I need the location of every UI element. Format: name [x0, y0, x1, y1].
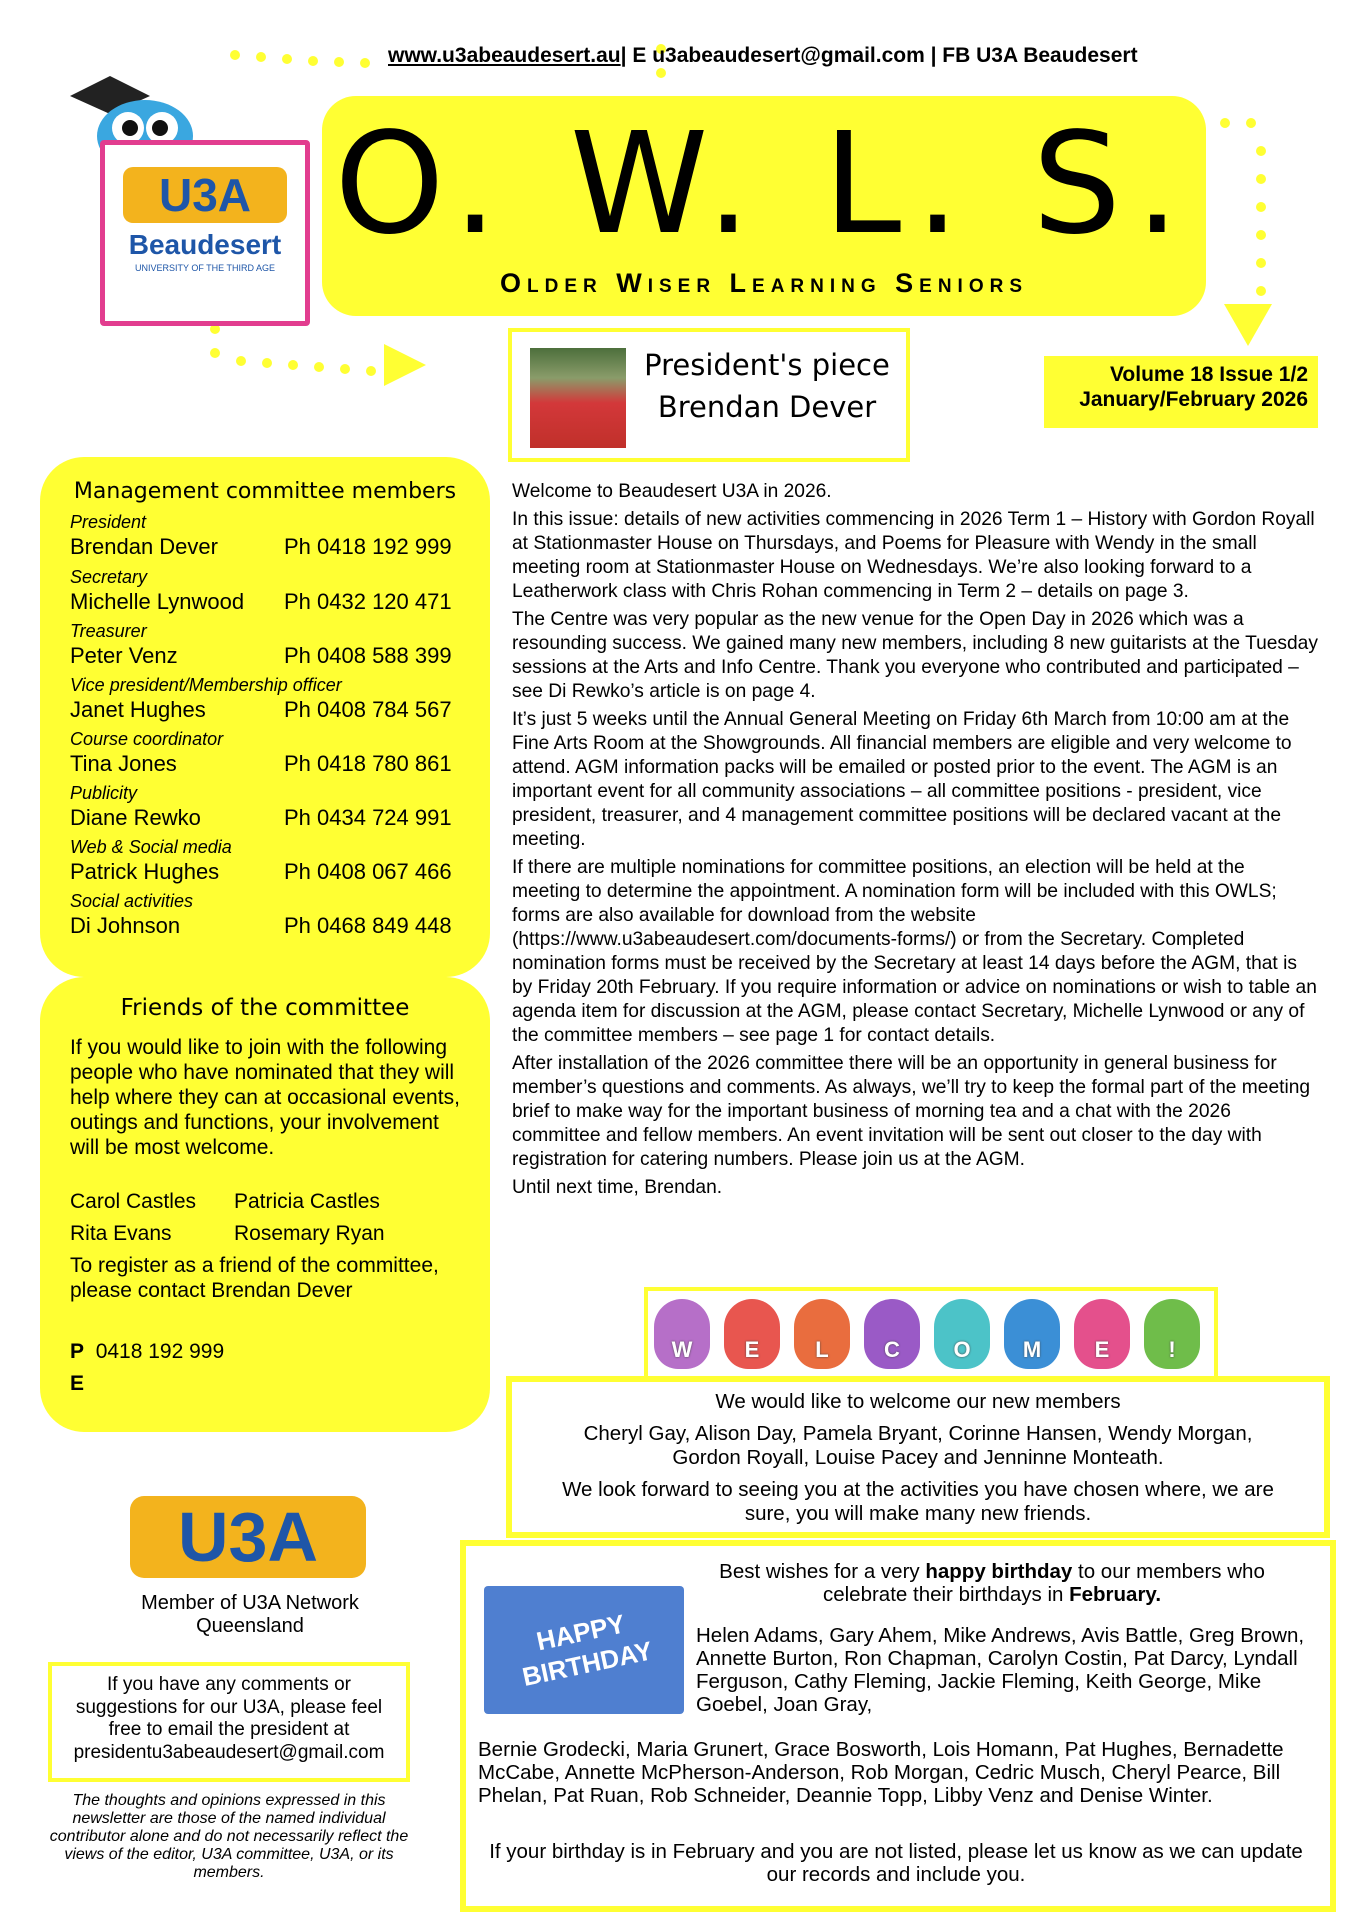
committee-name: Janet Hughes	[70, 697, 206, 722]
welcome-intro: We would like to welcome our new members	[715, 1390, 1121, 1413]
disclaimer: The thoughts and opinions expressed in this newsletter are those of the named individual contributor alone and do not necessarily reflect the views of the editor, U3A committee, U3A, or its members.	[49, 1792, 409, 1881]
birthday-box	[460, 1540, 1336, 1912]
owl-letter-icon: C	[864, 1299, 920, 1369]
committee-role: President	[70, 512, 147, 532]
committee-role: Secretary	[70, 567, 148, 587]
friends-names-row-2	[70, 1221, 470, 1246]
article-paragraph: If there are multiple nominations for committee positions, an election will be held at the meeting to determine the appointment. A nomination form will be included with this OWLS; forms are also available for download from the website (https://www.u3abeaudesert.com/documents-forms/) or from the Secretary. Completed nomination forms must be received by the Secretary at least 14 days before the AGM, that is by Friday 20th February. If you require information or advice on nominations or wish to table an agenda item for discussion at the AGM, please contact Secretary, Michelle Lynwood or any of the committee members – see page 1 for contact details.	[512, 857, 1317, 1046]
committee-name: Michelle Lynwood	[70, 589, 245, 614]
article-paragraph: The Centre was very popular as the new venue for the Open Day in 2026 which was a resounding success. We gained many new members, including 8 new guitarists at the Tuesday sessions at the Arts and Info Centre. Thank you everyone who contributed and participated – see Di Rewko’s article is on page 4.	[512, 609, 1318, 702]
committee-role: Social activities	[70, 891, 194, 911]
committee-member-row	[70, 566, 480, 616]
committee-phone: Ph 0418 780 861	[284, 751, 452, 776]
committee-phone: Ph 0434 724 991	[284, 805, 452, 830]
committee-member-row	[70, 674, 480, 724]
committee-member-row	[70, 890, 480, 940]
welcome-names: Cheryl Gay, Alison Day, Pamela Bryant, Corinne Hansen, Wendy Morgan, Gordon Royall, Louise Pacey and Jenninne Monteath.	[583, 1422, 1253, 1469]
friend-name: Rita Evans	[70, 1222, 172, 1245]
president-photo	[530, 348, 626, 448]
owl-letter-icon: L	[794, 1299, 850, 1369]
committee-member-row	[70, 728, 480, 778]
comments-text: If you have any comments or suggestions for our U3A, please feel free to email the president at presidentu3abeaudesert@gmail.com	[73, 1674, 385, 1763]
website-link[interactable]: www.u3abeaudesert.au	[388, 44, 621, 67]
committee-role: Vice president/Membership officer	[70, 675, 342, 695]
article-paragraph: Welcome to Beaudesert U3A in 2026.	[512, 481, 832, 502]
friends-email-label: E	[70, 1372, 85, 1395]
owl-letter-icon: W	[654, 1299, 710, 1369]
committee-member-row	[70, 782, 480, 832]
owl-letter-icon: E	[1074, 1299, 1130, 1369]
friends-register: To register as a friend of the committee, please contact Brendan Dever	[70, 1254, 439, 1302]
committee-name: Patrick Hughes	[70, 859, 220, 884]
arrow-down-icon	[1218, 300, 1278, 350]
friend-name: Rosemary Ryan	[234, 1222, 385, 1245]
friends-phone: 0418 192 999	[95, 1340, 225, 1363]
article-paragraph: In this issue: details of new activities commencing in 2026 Term 1 – History with Gordon Royall at Stationmaster House on Thursdays, and Poems for Pleasure with Wendy in the small meeting room at Stationmaster House on Wednesdays. We’re also looking forward to a Leatherwork class with Chris Rohan commencing in Term 2 – details on page 3.	[512, 509, 1315, 602]
president-piece-label: President's piece	[644, 348, 890, 382]
committee-role: Publicity	[70, 783, 138, 803]
committee-phone: Ph 0408 588 399	[284, 643, 452, 668]
committee-member-row	[70, 836, 480, 886]
u3a-beaudesert-logo	[100, 140, 310, 326]
committee-role: Treasurer	[70, 621, 147, 641]
birthday-names-a: Helen Adams, Gary Ahem, Mike Andrews, Avis Battle, Greg Brown, Annette Burton, Ron Chapman, Carolyn Costin, Pat Darcy, Lyndall Ferguson, Cathy Fleming, Jackie Fleming, Keith George, Mike Goebel, Joan Gray,	[696, 1624, 1305, 1716]
logo-beaudesert-text: Beaudesert	[128, 229, 282, 260]
owl-letter-icon: !	[1144, 1299, 1200, 1369]
committee-name: Tina Jones	[70, 751, 177, 776]
committee-role: Web & Social media	[70, 837, 232, 857]
management-heading: Management committee members	[73, 479, 457, 504]
owl-letter-icon: E	[724, 1299, 780, 1369]
newsletter-title: O. W. L. S.	[334, 103, 1194, 266]
committee-phone: Ph 0418 192 999	[284, 534, 452, 559]
friend-name: Carol Castles	[70, 1190, 197, 1213]
newsletter-subtitle: Older Wiser Learning Seniors	[499, 268, 1029, 298]
network-text: Member of U3A Network Queensland	[141, 1592, 359, 1637]
article-paragraph: After installation of the 2026 committee there will be an opportunity in general business for member’s questions and comments. As always, we’ll try to keep the formal part of the meeting brief to make way for the important business of morning tea and a chat with the 2026 committee and fellow members. An event invitation will be sent out closer to the day with registration for catering numbers. Please join us at the AGM.	[512, 1053, 1311, 1170]
president-heading	[632, 344, 902, 428]
article-paragraph: It’s just 5 weeks until the Annual General Meeting on Friday 6th March from 10:00 am at the Fine Arts Room at the Showgrounds. All financial members are eligible and very welcome to attend. AGM information packs will be emailed or posted prior to the event. The AGM is an important event for all community associations – all committee positions - president, vice president, treasurer, and 4 management committee positions will be declared vacant at the meeting.	[512, 709, 1292, 850]
management-committee-panel	[40, 457, 490, 977]
article-paragraph: Until next time, Brendan.	[512, 1177, 723, 1198]
president-name: Brendan Dever	[657, 390, 877, 424]
president-article	[512, 480, 1318, 1204]
friends-phone-line: P 0418 192 999	[70, 1340, 225, 1363]
birthday-note: If your birthday is in February and you are not listed, please let us know as we can update our records and include you.	[489, 1840, 1303, 1886]
friends-panel	[40, 977, 490, 1432]
logo-tagline: UNIVERSITY OF THE THIRD AGE	[134, 263, 276, 273]
committee-member-row	[70, 620, 480, 670]
comments-box	[48, 1662, 410, 1782]
welcome-new-members-box	[506, 1376, 1330, 1538]
volume-box	[1044, 356, 1318, 428]
logo-u3a-text: U3A	[123, 167, 287, 223]
volume-issue: Volume 18 Issue 1/2	[1109, 363, 1308, 386]
committee-phone: Ph 0468 849 448	[284, 913, 452, 938]
owl-letter-icon: O	[934, 1299, 990, 1369]
volume-date: January/February 2026	[1079, 388, 1308, 411]
contact-line	[388, 44, 1138, 68]
owl-letter-icon: M	[1004, 1299, 1060, 1369]
committee-role: Course coordinator	[70, 729, 224, 749]
friend-name: Patricia Castles	[234, 1190, 380, 1213]
happy-birthday-image: HAPPY BIRTHDAY	[484, 1586, 684, 1714]
birthday-names-b: Bernie Grodecki, Maria Grunert, Grace Bosworth, Lois Homann, Pat Hughes, Bernadette McCabe, Annette McPherson-Anderson, Rob Morgan, Cedric Musch, Cheryl Pearce, Bill Phelan, Pat Ruan, Rob Schneider, Deannie Topp, Libby Venz and Denise Winter.	[478, 1738, 1284, 1807]
committee-name: Peter Venz	[70, 643, 178, 668]
birthday-wishes: Best wishes for a very happy birthday to our members who celebrate their birthdays in February.	[719, 1560, 1265, 1606]
arrow-right-icon	[380, 340, 430, 390]
president-piece-box	[508, 328, 910, 462]
friends-heading: Friends of the committee	[120, 995, 410, 1021]
committee-phone: Ph 0408 067 466	[284, 859, 452, 884]
committee-phone: Ph 0432 120 471	[284, 589, 452, 614]
friends-intro: If you would like to join with the following people who have nominated that they will help where they can at occasional events, outings and functions, your involvement will be most welcome.	[70, 1036, 460, 1159]
committee-member-row	[70, 511, 480, 561]
welcome-owls-banner	[644, 1287, 1218, 1381]
committee-phone: Ph 0408 784 567	[284, 697, 452, 722]
committee-name: Brendan Dever	[70, 534, 218, 559]
committee-name: Diane Rewko	[70, 805, 201, 830]
welcome-closing: We look forward to seeing you at the activities you have chosen where, we are sure, you will make many new friends.	[562, 1478, 1274, 1525]
u3a-network-logo: U3A	[130, 1496, 366, 1578]
friends-names-row-1	[70, 1189, 470, 1214]
email-fb-line: | E u3abeaudesert@gmail.com | FB U3A Beaudesert	[620, 44, 1138, 67]
committee-name: Di Johnson	[70, 913, 181, 938]
